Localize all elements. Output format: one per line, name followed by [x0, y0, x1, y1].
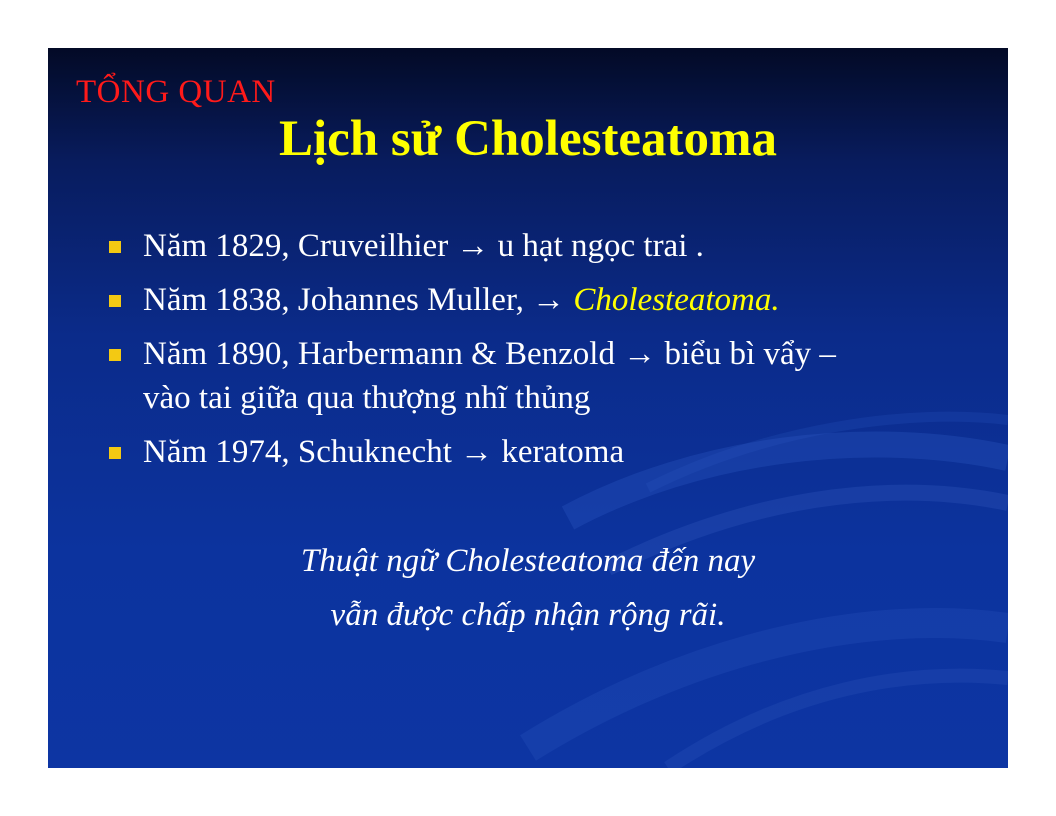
bullet-text: Năm 1974, Schuknecht → keratoma [143, 434, 625, 470]
bullet-text: Năm 1829, Cruveilhier → u hạt ngọc trai . [143, 228, 704, 264]
bullet-text-continuation: vào tai giữa qua thượng nhĩ thủng [143, 380, 591, 416]
square-bullet-icon [109, 241, 121, 253]
bullet-text: Năm 1838, Johannes Muller, → [143, 282, 574, 318]
square-bullet-icon [109, 447, 121, 459]
section-label: TỔNG QUAN [76, 74, 276, 110]
bullet-item [106, 224, 966, 268]
slide-title: Lịch sử Cholesteatoma [278, 111, 778, 167]
closing-statement [48, 534, 1008, 642]
closing-line: vẫn được chấp nhận rộng rãi. [330, 597, 726, 633]
closing-line: Thuật ngữ Cholesteatoma đến nay [300, 543, 756, 579]
bullet-item [106, 430, 966, 474]
square-bullet-icon [109, 295, 121, 307]
square-bullet-icon [109, 349, 121, 361]
bullet-text: Năm 1890, Harbermann & Benzold → biểu bì vẩy – [143, 336, 836, 372]
bullet-item [106, 332, 966, 420]
bullet-list [106, 224, 966, 484]
slide [48, 48, 1008, 768]
bullet-highlight: Cholesteatoma. [573, 282, 780, 318]
bullet-item [106, 278, 966, 322]
